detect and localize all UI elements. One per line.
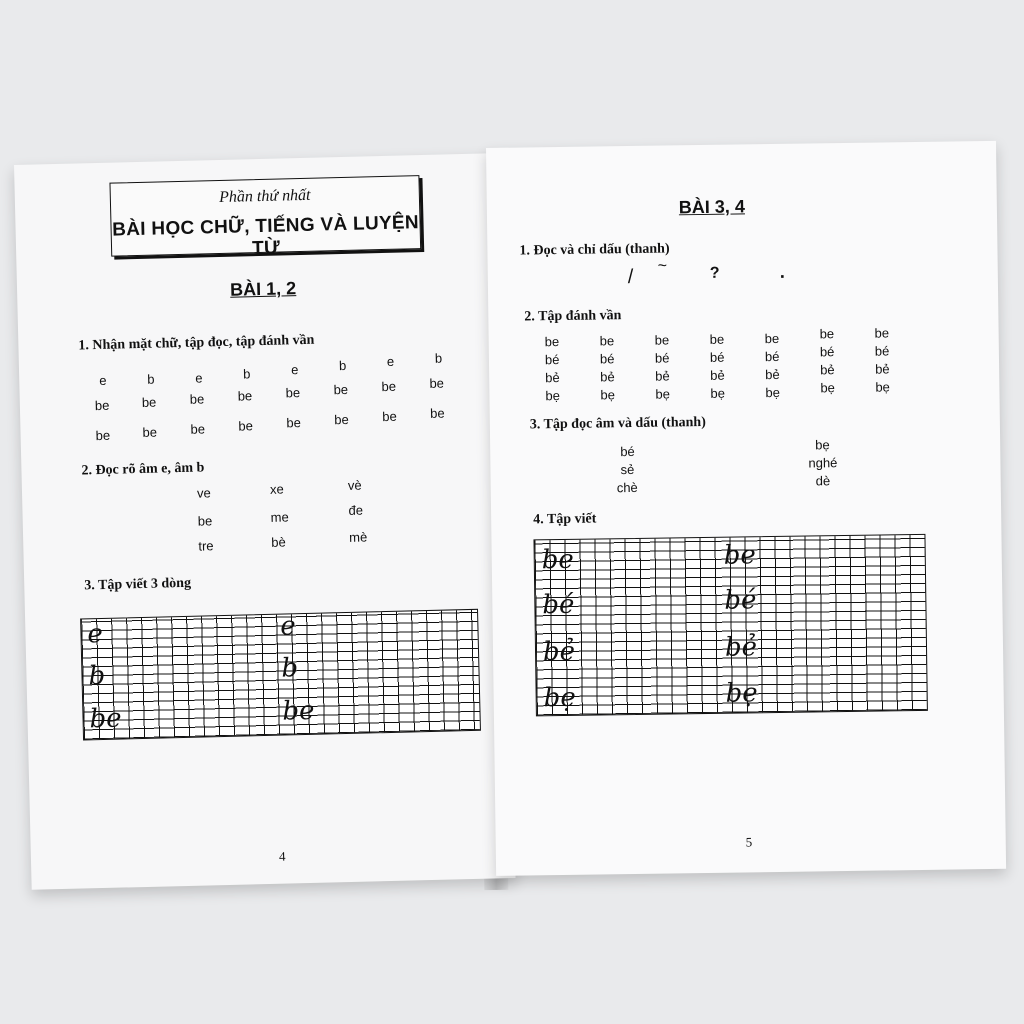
word: be <box>94 397 110 414</box>
cursive-letter: be <box>89 703 122 735</box>
cursive-letter: b <box>88 660 106 692</box>
section-title: 2. Tập đánh vần <box>524 308 622 325</box>
word: be <box>764 330 780 347</box>
tone-mark-nang: . <box>779 261 785 282</box>
word: bé <box>764 348 780 365</box>
section-title: 4. Tập viết <box>533 511 597 528</box>
cursive-letter: be <box>282 695 315 727</box>
part-header-title: BÀI HỌC CHỮ, TIẾNG VÀ LUYỆN TỪ <box>111 212 420 260</box>
word: be <box>333 381 349 398</box>
left-page <box>14 153 516 890</box>
word: bẻ <box>545 369 560 386</box>
word: be <box>381 378 397 395</box>
word: be <box>429 375 445 391</box>
word: be <box>709 331 725 347</box>
cursive-letter: e <box>87 618 104 650</box>
section-title: 1. Đọc và chỉ dấu (thanh) <box>519 241 670 259</box>
cursive-letter: b <box>281 653 299 684</box>
word: be <box>285 385 301 401</box>
word: be <box>237 388 253 404</box>
page-number: 5 <box>745 834 753 850</box>
word: bẻ <box>655 368 670 384</box>
word: bé <box>544 351 560 368</box>
cursive-word: bẻ <box>724 632 758 663</box>
letter: b <box>242 366 251 382</box>
word: mè <box>349 529 368 545</box>
cursive-word: bẹ <box>543 682 576 714</box>
word: be <box>544 333 560 350</box>
letter: e <box>290 362 299 378</box>
word: bẹ <box>765 384 781 401</box>
word: bé <box>819 344 835 360</box>
section-title: 3. Tập đọc âm và dấu (thanh) <box>529 414 706 433</box>
word: bẻ <box>710 367 725 383</box>
word: dè <box>815 473 831 489</box>
letter: e <box>99 372 107 388</box>
lesson-title: BÀI 3, 4 <box>678 196 746 218</box>
word: bé <box>654 350 670 366</box>
word: bẹ <box>600 387 616 403</box>
word: be <box>95 427 111 444</box>
word: bé <box>599 351 615 367</box>
word: xe <box>269 481 284 497</box>
word: ve <box>196 485 211 501</box>
word: be <box>819 326 835 342</box>
word: be <box>599 333 615 349</box>
letter: e <box>195 370 203 386</box>
right-page <box>486 141 1006 876</box>
word: be <box>430 405 445 421</box>
word: sẻ <box>620 461 635 478</box>
tone-mark-sac: / <box>627 265 634 289</box>
section-title: 3. Tập viết 3 dòng <box>84 575 192 594</box>
word: be <box>142 424 158 440</box>
word: bẻ <box>600 369 615 385</box>
word: bẹ <box>875 379 890 395</box>
cursive-word: bẹ <box>725 678 758 709</box>
word: me <box>270 509 289 525</box>
word: be <box>189 391 205 407</box>
word: vè <box>347 477 362 493</box>
word: bé <box>620 443 635 460</box>
word: be <box>334 411 349 428</box>
letter: b <box>338 357 347 374</box>
lesson-title: BÀI 1, 2 <box>229 278 297 300</box>
letter: b <box>434 350 443 366</box>
word: be <box>141 394 157 410</box>
letter: b <box>147 371 155 387</box>
word: bè <box>271 534 286 550</box>
section-title: 2. Đọc rõ âm e, âm b <box>81 460 205 479</box>
word: be <box>197 513 213 529</box>
word: bẹ <box>655 386 671 402</box>
word: bẹ <box>815 437 830 453</box>
word: bé <box>874 343 890 359</box>
letter: e <box>386 353 395 369</box>
word: be <box>190 421 206 437</box>
word: bẻ <box>875 361 890 377</box>
word: be <box>654 332 670 348</box>
word: be <box>286 415 302 431</box>
section-title: 1. Nhận mặt chữ, tập đọc, tập đánh vần <box>78 332 315 354</box>
word: chè <box>616 479 638 496</box>
part-header-sup: Phần thứ nhất <box>218 186 311 206</box>
cursive-word: be <box>723 540 756 571</box>
word: tre <box>198 538 214 554</box>
word: đe <box>348 502 364 518</box>
word: be <box>238 418 254 434</box>
word: be <box>874 325 890 341</box>
word: bẹ <box>820 380 835 396</box>
word: be <box>382 408 397 425</box>
tone-mark-nga: ~ <box>657 257 668 275</box>
cursive-word: be <box>541 544 574 576</box>
word: bẻ <box>820 362 835 378</box>
cursive-word: bé <box>724 585 757 616</box>
word: bẹ <box>710 385 726 401</box>
cursive-word: bẻ <box>542 636 576 668</box>
spelling-table <box>544 325 906 414</box>
cursive-word: bé <box>542 589 575 621</box>
page-number: 4 <box>278 848 286 864</box>
word: nghé <box>808 455 838 471</box>
word: bé <box>709 349 725 365</box>
part-header-box <box>109 175 421 260</box>
word: bẹ <box>545 387 561 404</box>
cursive-letter: e <box>279 611 297 642</box>
word: bẻ <box>765 366 780 383</box>
tone-mark-hoi: ? <box>709 264 720 282</box>
